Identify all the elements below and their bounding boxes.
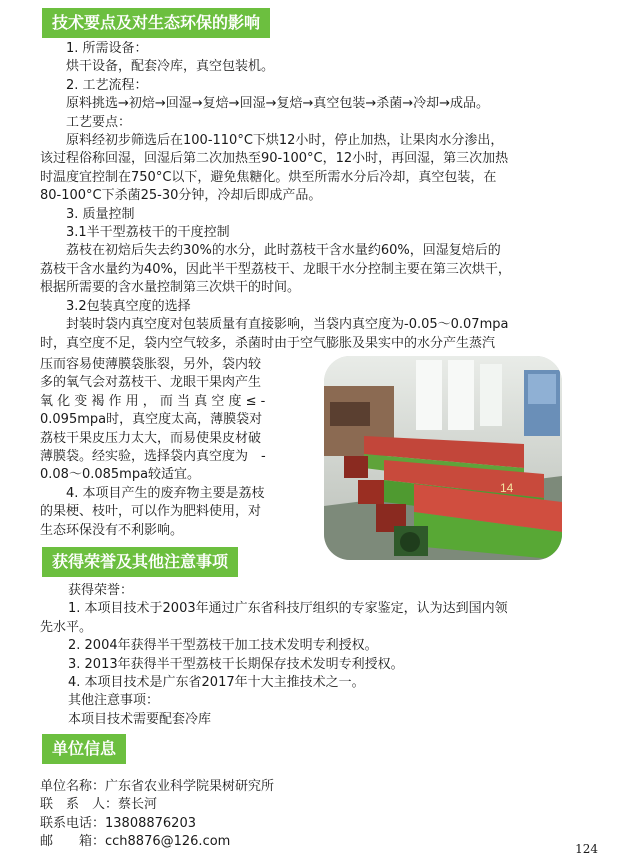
unit-contact-info xyxy=(40,778,588,852)
text-line: 薄膜袋。经实验，选择袋内真空度为 - xyxy=(40,449,266,465)
text-line: 3.2包装真空度的选择 xyxy=(66,298,191,314)
text-line: 0.08～0.085mpa较适宜。 xyxy=(40,467,201,483)
honors-body-text xyxy=(40,582,588,729)
text-line: 生态环保没有不利影响。 xyxy=(40,522,184,538)
text-line: 多的氧气会对荔枝干、龙眼干果肉产生 xyxy=(40,375,262,391)
section-title: 单位信息 xyxy=(52,739,117,758)
tech-body-text xyxy=(40,40,588,353)
text-line: 烘干设备，配套冷库，真空包装机。 xyxy=(66,59,275,75)
text-line: 4. 本项目技术是广东省2017年十大主推技术之一。 xyxy=(68,675,365,691)
text-line: 该过程俗称回湿，回湿后第二次加热至90-100°C，12小时，再回湿，第三次加热 xyxy=(40,151,509,167)
drying-equipment-photo xyxy=(324,356,562,560)
text-line: 本项目技术需要配套冷库 xyxy=(68,711,212,727)
contact-email: 邮 箱：cch8876@126.com xyxy=(40,834,231,850)
text-line: 原料经初步筛选后在100-110°C下烘12小时，停止加热，让果肉水分渗出， xyxy=(66,133,504,149)
text-line: 压而容易使薄膜袋胀裂，另外，袋内较 xyxy=(40,357,262,372)
text-line: 原料挑选→初焙→回湿→复焙→回湿→复焙→真空包装→杀菌→冷却→成品。 xyxy=(66,96,490,112)
text-line: 1. 所需设备： xyxy=(66,41,148,56)
text-line: 荔枝干含水量约为40%，因此半干型荔枝干、龙眼干水分控制主要在第三次烘干， xyxy=(40,261,511,277)
section-header-unit-info xyxy=(42,734,126,764)
contact-person: 联 系 人：蔡长河 xyxy=(40,797,158,813)
trough-number: 14 xyxy=(500,481,514,495)
text-line: 2. 2004年获得半干型荔枝干加工技术发明专利授权。 xyxy=(68,638,378,654)
contact-phone: 联系电话：13808876203 xyxy=(40,815,196,831)
text-line: 的果梗、枝叶，可以作为肥料使用，对 xyxy=(40,504,262,520)
text-line: 其他注意事项： xyxy=(68,693,160,709)
section-header-honors xyxy=(42,547,238,577)
text-line: 3.1半干型荔枝干的干度控制 xyxy=(66,225,230,241)
text-line: 根据所需要的含水量控制第三次烘干的时间。 xyxy=(40,280,301,296)
text-line: 0.095mpa时，真空度太高，薄膜袋对 xyxy=(40,412,263,428)
text-line: 封装时袋内真空度对包装质量有直接影响，当袋内真空度为-0.05～0.07mpa xyxy=(66,317,509,333)
text-line: 先水平。 xyxy=(40,619,93,635)
text-line: 2. 工艺流程： xyxy=(66,77,148,93)
text-line: 获得荣誉： xyxy=(68,583,134,598)
text-line: 1. 本项目技术于2003年通过广东省科技厅组织的专家鉴定，认为达到国内领 xyxy=(68,601,508,617)
section-header-tech xyxy=(42,8,270,38)
wrapped-text xyxy=(40,356,312,540)
text-line: 80-100°C下杀菌25-30分钟，冷却后即成产品。 xyxy=(40,188,322,204)
text-line: 工艺要点： xyxy=(66,114,132,130)
unit-name: 单位名称：广东省农业科学院果树研究所 xyxy=(40,779,275,794)
text-line: 3. 2013年获得半干型荔枝干长期保存技术发明专利授权。 xyxy=(68,656,404,672)
page-number: 124 xyxy=(575,842,598,856)
text-line: 时，真空度不足，袋内空气较多，杀菌时由于空气膨胀及果实中的水分产生蒸汽 xyxy=(40,335,496,351)
text-line: 荔枝在初焙后失去约30%的水分，此时荔枝干含水量约60%，回湿复焙后的 xyxy=(66,243,501,259)
text-line: 时温度宜控制在750°C以下，避免焦糖化。烘至所需水分后冷却，真空包装，在 xyxy=(40,169,497,185)
section-title: 技术要点及对生态环保的影响 xyxy=(52,13,261,32)
text-line: 氧 化 变 褐 作 用 ， 而 当 真 空 度 ≤ - xyxy=(40,393,266,409)
text-line: 荔枝干果皮压力太大，而易使果皮材破 xyxy=(40,430,262,446)
text-line: 3. 质量控制 xyxy=(66,206,135,222)
text-line: 4. 本项目产生的废弃物主要是荔枝 xyxy=(66,485,265,501)
section-title: 获得荣誉及其他注意事项 xyxy=(52,552,229,571)
